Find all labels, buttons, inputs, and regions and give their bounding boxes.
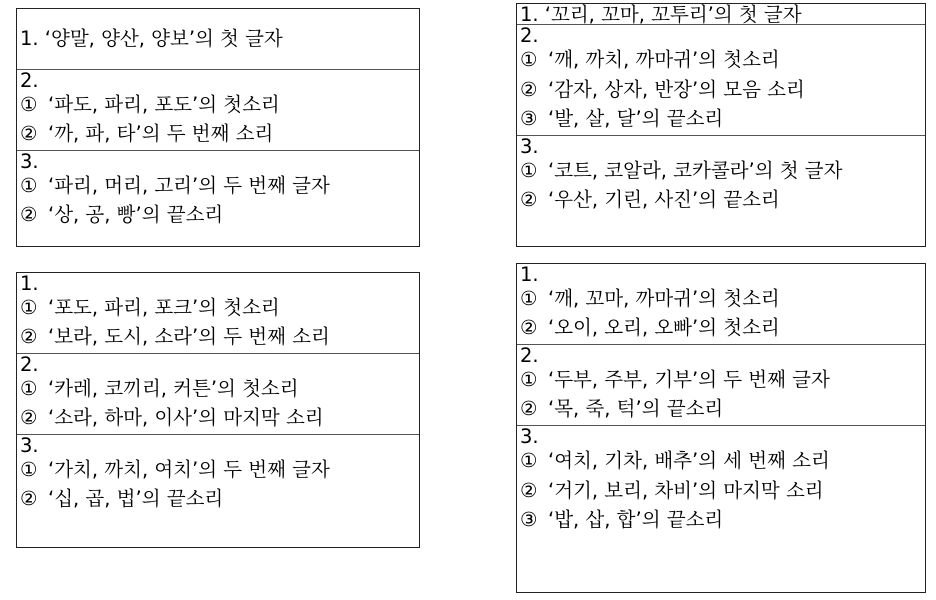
item-marker: ②	[20, 487, 38, 511]
item-marker: ③	[520, 107, 538, 131]
section-number: 2.	[520, 345, 539, 365]
section-3	[517, 425, 925, 536]
answer-box-4	[516, 263, 926, 593]
item-text: ‘까, 파, 타’의 두 번째 소리	[48, 122, 274, 146]
section-2	[517, 344, 925, 425]
item-text: ‘보라, 도시, 소라’의 두 번째 소리	[48, 325, 330, 349]
list-item	[517, 314, 925, 344]
item-text: ‘거기, 보리, 차비’의 마지막 소리	[548, 479, 824, 503]
answer-box-1	[16, 8, 420, 247]
section-number: 3.	[20, 435, 39, 455]
item-marker: ②	[520, 479, 538, 503]
item-text: ‘밥, 삽, 합’의 끝소리	[548, 508, 724, 532]
item-text: ‘카레, 코끼리, 커튼’의 첫소리	[48, 377, 299, 401]
list-item	[17, 404, 419, 434]
item-marker: ①	[20, 174, 38, 198]
item-text: ‘우산, 기린, 사진’의 끝소리	[548, 188, 780, 212]
item-marker: ②	[20, 406, 38, 430]
list-item	[17, 171, 419, 201]
item-marker: ①	[20, 296, 38, 320]
item-marker: ②	[520, 316, 538, 340]
section-3	[17, 434, 419, 515]
item-text: ‘목, 죽, 턱’의 끝소리	[548, 397, 724, 421]
list-item	[517, 186, 925, 216]
item-text: ‘소라, 하마, 이사’의 마지막 소리	[48, 406, 324, 430]
section-1	[17, 273, 419, 353]
list-item	[17, 323, 419, 353]
item-marker: ①	[520, 48, 538, 72]
section-number: 1.	[20, 273, 39, 293]
list-item	[517, 395, 925, 425]
section-number: 2.	[20, 354, 39, 374]
item-marker: ②	[520, 188, 538, 212]
answer-box-3	[16, 272, 420, 548]
item-text: ‘깨, 꼬마, 까마귀’의 첫소리	[548, 287, 780, 311]
section-2	[17, 353, 419, 434]
section-number: 2.	[20, 70, 39, 90]
list-item	[17, 90, 419, 120]
list-item	[517, 105, 925, 135]
section-number: 1.	[520, 264, 539, 284]
item-text: ‘깨, 까치, 까마귀’의 첫소리	[548, 48, 780, 72]
list-item	[17, 485, 419, 515]
section-number: 3.	[520, 426, 539, 446]
item-text: ‘감자, 상자, 반장’의 모음 소리	[548, 78, 805, 102]
item-marker: ②	[20, 203, 38, 227]
section-2	[17, 69, 419, 150]
item-text: ‘두부, 주부, 기부’의 두 번째 글자	[548, 368, 830, 392]
item-marker: ①	[520, 449, 538, 473]
item-marker: ①	[520, 287, 538, 311]
list-item	[517, 284, 925, 314]
item-text: ‘오이, 오리, 오빠’의 첫소리	[548, 316, 780, 340]
item-text: ‘가치, 까치, 여치’의 두 번째 글자	[48, 458, 330, 482]
item-marker: ①	[520, 159, 538, 183]
item-text: ‘상, 공, 빵’의 끝소리	[48, 203, 224, 227]
list-item	[517, 156, 925, 186]
section-number: 3.	[20, 151, 39, 171]
item-text: ‘십, 곱, 법’의 끝소리	[48, 487, 224, 511]
item-marker: ①	[20, 458, 38, 482]
section-2	[517, 24, 925, 135]
item-text: ‘발, 살, 달’의 끝소리	[548, 107, 724, 131]
list-item	[517, 45, 925, 75]
item-marker: ②	[520, 397, 538, 421]
section-3	[17, 150, 419, 231]
item-marker: ②	[20, 325, 38, 349]
list-item	[517, 506, 925, 536]
section-1	[517, 264, 925, 344]
list-item	[17, 374, 419, 404]
list-item	[517, 446, 925, 476]
list-item	[17, 293, 419, 323]
item-marker: ③	[520, 508, 538, 532]
list-item	[17, 120, 419, 150]
section-title: 1. ‘꼬리, 꼬마, 꼬투리’의 첫 글자	[520, 4, 802, 24]
section-1	[17, 9, 419, 69]
section-number: 3.	[520, 136, 539, 156]
item-marker: ①	[20, 377, 38, 401]
item-text: ‘파도, 파리, 포도’의 첫소리	[48, 93, 280, 117]
section-3	[517, 135, 925, 216]
list-item	[517, 75, 925, 105]
section-number: 2.	[520, 25, 539, 45]
list-item	[517, 365, 925, 395]
item-marker: ①	[20, 93, 38, 117]
list-item	[517, 476, 925, 506]
section-1	[517, 4, 925, 24]
section-title: 1. ‘양말, 양산, 양보’의 첫 글자	[20, 27, 283, 51]
item-marker: ②	[520, 78, 538, 102]
item-text: ‘코트, 코알라, 코카콜라’의 첫 글자	[548, 159, 843, 183]
answer-box-2	[516, 3, 926, 247]
list-item	[17, 201, 419, 231]
item-text: ‘포도, 파리, 포크’의 첫소리	[48, 296, 280, 320]
item-text: ‘여치, 기차, 배추’의 세 번째 소리	[548, 449, 830, 473]
list-item	[17, 455, 419, 485]
item-marker: ②	[20, 122, 38, 146]
item-marker: ①	[520, 368, 538, 392]
item-text: ‘파리, 머리, 고리’의 두 번째 글자	[48, 174, 330, 198]
